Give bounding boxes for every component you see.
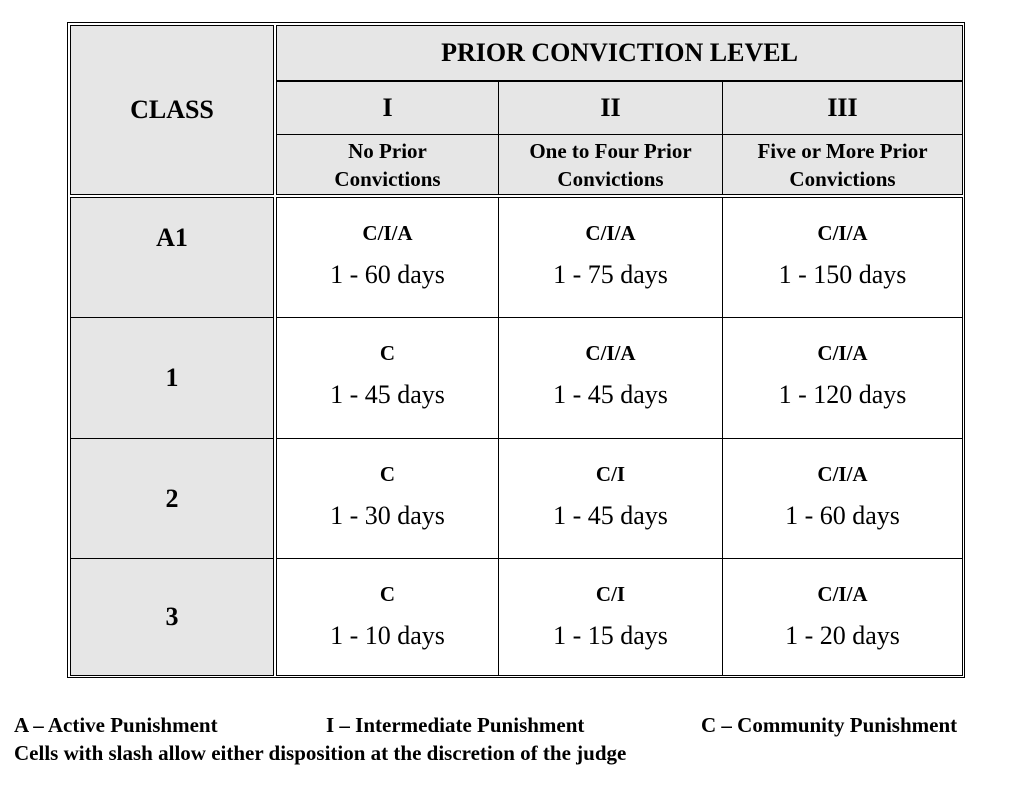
sentence-range: 1 - 20 days [785,621,900,650]
class-row-label [70,197,274,318]
sentence-range: 1 - 15 days [553,621,668,650]
level-description-label: Five or More Prior Convictions [757,138,928,191]
legend-intermediate: I – Intermediate Punishment [326,713,585,737]
level-numeral-i [276,81,499,135]
class-label: 2 [165,483,179,513]
sentence-cell [722,317,963,439]
sentence-cell [498,317,723,439]
prior-conviction-level-header [276,25,963,81]
class-header [70,25,274,195]
legend-key-line [14,711,1010,739]
disposition-code: C/I/A [817,221,868,245]
sentence-cell [722,558,963,676]
sentence-range: 1 - 150 days [778,260,907,289]
disposition-code: C/I [595,462,626,486]
sentence-cell [498,438,723,559]
level-numeral-label: II [600,93,621,122]
sentence-range: 1 - 30 days [330,501,445,530]
level-description-i [276,134,499,195]
level-numeral-label: I [382,93,393,122]
class-header-label: CLASS [130,95,214,124]
class-label: A1 [156,222,188,252]
sentence-range: 1 - 45 days [553,380,668,409]
disposition-code: C/I/A [817,462,868,486]
level-numeral-ii [498,81,723,135]
disposition-code: C/I [595,582,626,606]
sentence-cell [722,438,963,559]
level-description-ii [498,134,723,195]
class-row-label [70,558,274,676]
class-row-label [70,438,274,559]
legend-note: Cells with slash allow either disposition at the discretion of the judge [14,741,627,765]
legend-active: A – Active Punishment [14,713,218,737]
disposition-code: C/I/A [585,221,636,245]
disposition-code: C [379,582,396,606]
disposition-code: C [379,462,396,486]
level-numeral-label: III [827,93,858,122]
sentence-cell [276,558,499,676]
sentence-range: 1 - 45 days [553,501,668,530]
sentence-range: 1 - 120 days [778,380,907,409]
sentence-cell [722,197,963,318]
level-description-iii [722,134,963,195]
sentence-cell [498,558,723,676]
level-numeral-iii [722,81,963,135]
sentence-cell [498,197,723,318]
disposition-code: C [379,341,396,365]
sentence-range: 1 - 60 days [330,260,445,289]
sentence-range: 1 - 75 days [553,260,668,289]
disposition-code: C/I/A [362,221,413,245]
disposition-code: C/I/A [817,582,868,606]
sentence-range: 1 - 10 days [330,621,445,650]
level-description-label: No Prior Convictions [334,138,441,191]
prior-conviction-level-label: PRIOR CONVICTION LEVEL [441,38,798,67]
sentence-range: 1 - 45 days [330,380,445,409]
sentence-cell [276,197,499,318]
class-label: 1 [165,363,179,392]
legend [14,711,1010,767]
level-description-label: One to Four Prior Convictions [529,138,692,191]
disposition-code: C/I/A [817,341,868,365]
class-row-label [70,317,274,439]
sentence-cell [276,438,499,559]
disposition-code: C/I/A [585,341,636,365]
class-label: 3 [165,602,179,631]
sentence-cell [276,317,499,439]
sentence-range: 1 - 60 days [785,501,900,530]
legend-community: C – Community Punishment [701,713,958,737]
